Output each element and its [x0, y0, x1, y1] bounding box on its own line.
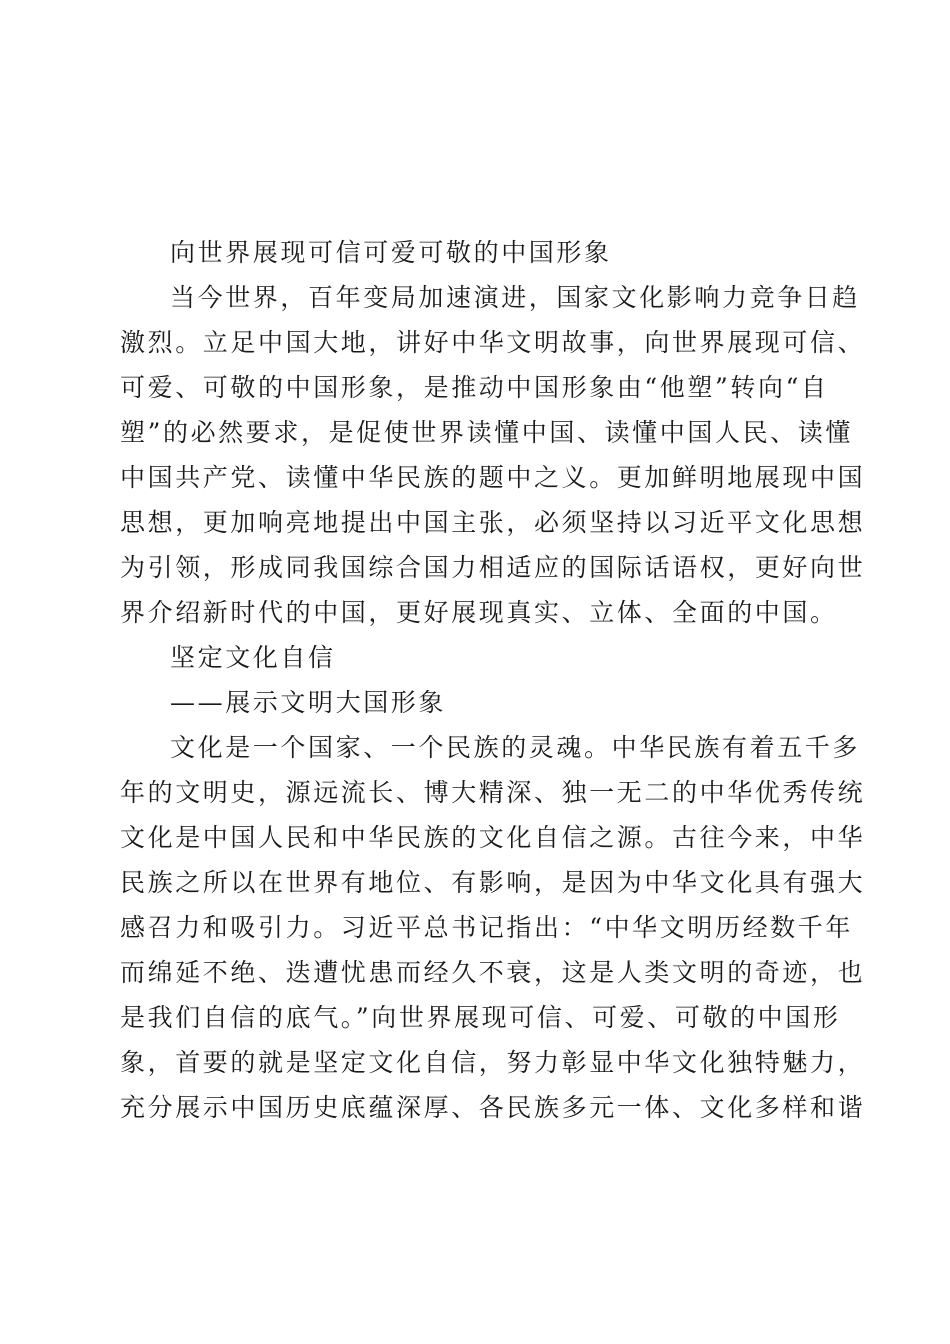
- section-subheading: ——展示文明大国形象: [170, 688, 447, 717]
- paragraph-line: 而绵延不绝、迭遭忧患而经久不衰，这是人类文明的奇迹，也: [120, 958, 866, 987]
- paragraph-line: 民族之所以在世界有地位、有影响，是因为中华文化具有强大: [120, 868, 866, 897]
- paragraph-line: 象，首要的就是坚定文化自信，努力彰显中华文化独特魅力，: [120, 1048, 866, 1077]
- paragraph-line: 界介绍新时代的中国，更好展现真实、立体、全面的中国。: [120, 598, 838, 627]
- paragraph-line: 为引领，形成同我国综合国力相适应的国际话语权，更好向世: [120, 553, 866, 582]
- paragraph-line: 当今世界，百年变局加速演进，国家文化影响力竞争日趋: [170, 283, 861, 312]
- paragraph-line: 是我们自信的底气。”向世界展现可信、可爱、可敬的中国形: [120, 1003, 841, 1032]
- paragraph-line: 文化是一个国家、一个民族的灵魂。中华民族有着五千多: [170, 733, 861, 762]
- paragraph-2: [120, 725, 866, 1130]
- paragraph-line: 思想，更加响亮地提出中国主张，必须坚持以习近平文化思想: [120, 508, 866, 537]
- document-body: [120, 230, 866, 1130]
- paragraph-line: 文化是中国人民和中华民族的文化自信之源。古往今来，中华: [120, 823, 866, 852]
- paragraph-line: 年的文明史，源远流长、博大精深、独一无二的中华优秀传统: [120, 778, 866, 807]
- paragraph-1: [120, 275, 866, 635]
- document-title: 向世界展现可信可爱可敬的中国形象: [170, 238, 612, 267]
- section-heading: 坚定文化自信: [170, 643, 336, 672]
- paragraph-line: 可爱、可敬的中国形象，是推动中国形象由“他塑”转向“自: [120, 373, 829, 402]
- paragraph-line: 感召力和吸引力。习近平总书记指出：“中华文明历经数千年: [120, 913, 853, 942]
- paragraph-line: 中国共产党、读懂中华民族的题中之义。更加鲜明地展现中国: [120, 463, 866, 492]
- paragraph-line: 塑”的必然要求，是促使世界读懂中国、读懂中国人民、读懂: [120, 418, 853, 447]
- paragraph-line: 激烈。立足中国大地，讲好中华文明故事，向世界展现可信、: [120, 328, 866, 357]
- paragraph-line: 充分展示中国历史底蕴深厚、各民族多元一体、文化多样和谐: [120, 1093, 866, 1122]
